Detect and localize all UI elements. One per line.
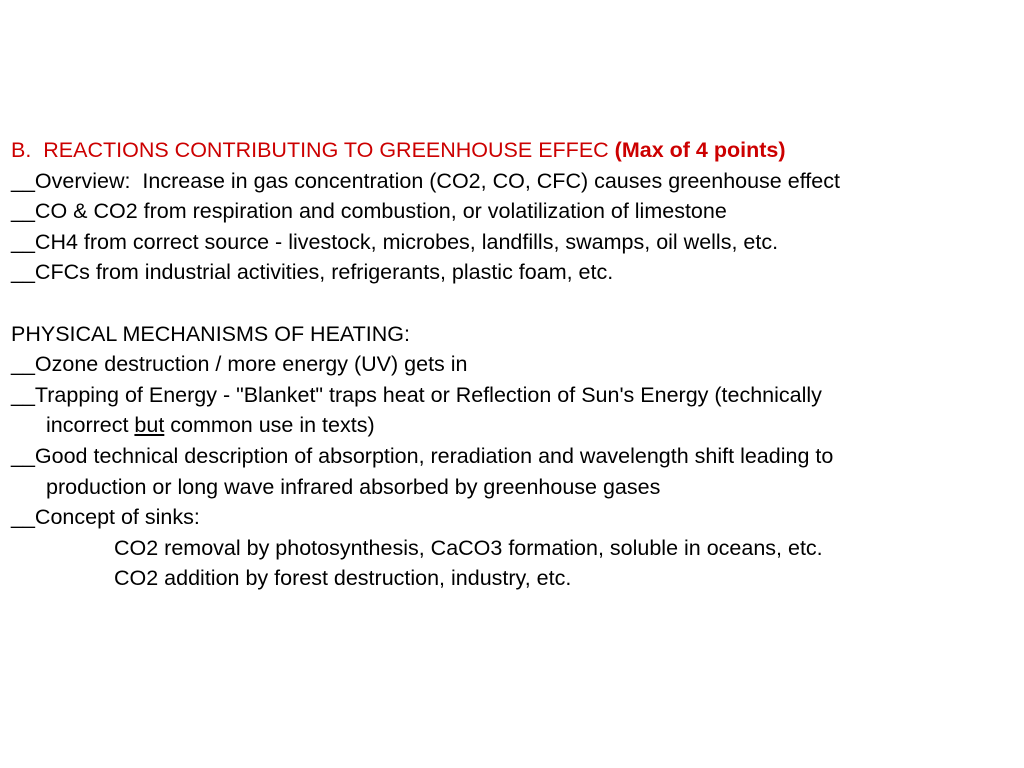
- max-points-label: (Max of 4 points): [614, 138, 786, 162]
- section-b-heading: [11, 135, 1016, 166]
- sinks-addition-item: CO2 addition by forest destruction, industry, etc.: [114, 566, 572, 591]
- cfc-item: __CFCs from industrial activities, refrigerants, plastic foam, etc.: [11, 260, 614, 285]
- technical-item-line2: production or long wave infrared absorbed by greenhouse gases: [46, 474, 661, 499]
- slide-content: [11, 135, 1016, 594]
- ozone-item: __Ozone destruction / more energy (UV) gets in: [11, 352, 468, 377]
- trapping-item-line1: __Trapping of Energy - "Blanket" traps heat or Reflection of Sun's Energy (technically: [11, 382, 822, 407]
- sinks-removal-item: CO2 removal by photosynthesis, CaCO3 formation, soluble in oceans, etc.: [114, 535, 823, 560]
- underlined-but: but: [134, 413, 165, 438]
- co-co2-item: __CO & CO2 from respiration and combustion, or volatilization of limestone: [11, 199, 727, 224]
- trapping-text-pre: incorrect: [46, 413, 135, 438]
- trapping-text-post: common use in texts): [164, 413, 375, 438]
- ch4-item: __CH4 from correct source - livestock, microbes, landfills, swamps, oil wells, etc.: [11, 229, 779, 254]
- section-b-title: B. REACTIONS CONTRIBUTING TO GREENHOUSE EFFEC: [11, 138, 615, 162]
- trapping-item-line2: [11, 410, 1016, 441]
- overview-item: __Overview: Increase in gas concentration (CO2, CO, CFC) causes greenhouse effect: [11, 168, 840, 193]
- mechanisms-heading: PHYSICAL MECHANISMS OF HEATING:: [11, 321, 410, 346]
- section-spacer: [11, 288, 1016, 319]
- technical-item-line1: __Good technical description of absorption, reradiation and wavelength shift leading to: [11, 443, 834, 468]
- sinks-heading: __Concept of sinks:: [11, 505, 200, 530]
